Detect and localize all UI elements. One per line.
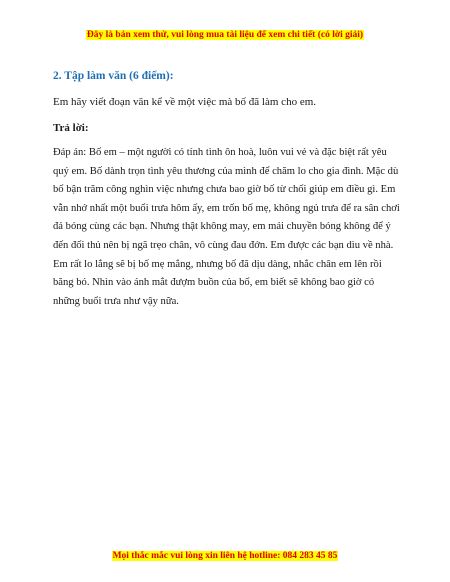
preview-notice-text: Đây là bản xem thử, vui lòng mua tài liệu để xem chi tiết (có lời giải) bbox=[86, 30, 364, 40]
preview-notice-banner bbox=[0, 24, 450, 42]
document-content bbox=[53, 70, 403, 311]
section-heading: 2. Tập làm văn (6 điểm): bbox=[53, 70, 174, 82]
answer-label: Trả lời: bbox=[53, 122, 89, 134]
hotline-banner bbox=[0, 545, 450, 563]
essay-prompt: Em hãy viết đoạn văn kể về một việc mà bố đã làm cho em. bbox=[53, 96, 317, 108]
answer-text: Đáp án: Bố em – một người có tính tình ôn hoà, luôn vui vẻ và đặc biệt rất yêu quý em. Bố dành trọn tình yêu thương của mình để chăm lo cho gia đình. Mặc dù bố bận trăm công nghìn việc nhưng chưa bao giờ bố từ chối giúp em điều gì. Em vẫn nhớ nhất một buổi trưa hôm ấy, em trốn bố mẹ, không ngủ trưa để ra sân chơi đá bóng cùng các bạn. Nhưng thật không may, em mải chuyền bóng không để ý đến đối thủ nên bị ngã trẹo chân, vô cùng đau đớn. Em được các bạn dìu về nhà. Em rất lo lắng sẽ bị bố mẹ mắng, nhưng bố đã dịu dàng, nhắc chân em lên rồi băng bó. Nhìn vào ánh mắt đượm buồn của bố, em biết sẽ không bao giờ có những buổi trưa như vậy nữa. bbox=[53, 147, 400, 307]
hotline-text: Mọi thắc mắc vui lòng xin liên hệ hotline: 084 283 45 85 bbox=[112, 551, 338, 561]
